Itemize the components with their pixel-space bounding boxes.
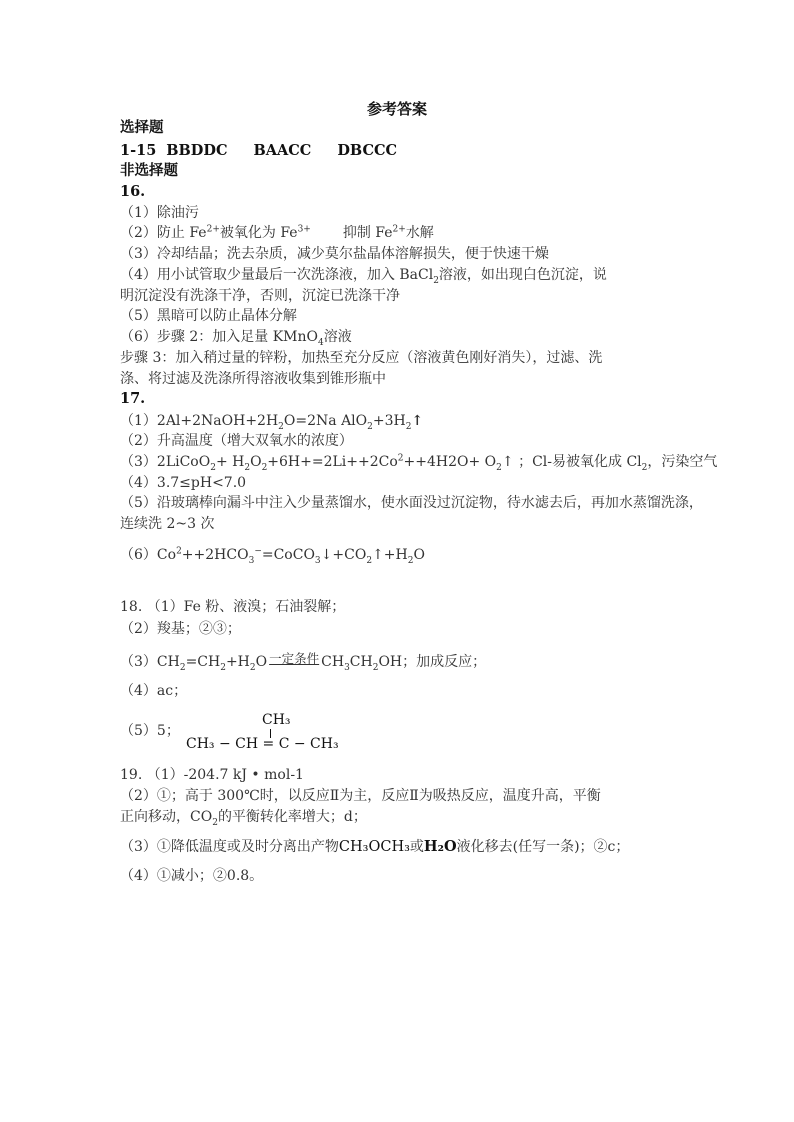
subscript: 2 bbox=[220, 662, 226, 673]
subscript: 2 bbox=[249, 662, 256, 673]
q18-a3-text: =CH bbox=[185, 654, 221, 670]
q17-a1-text: （1）2Al+2NaOH+2H bbox=[120, 413, 279, 429]
q17-a3-text: ，污染空气 bbox=[647, 454, 718, 470]
q17-a3-text: +6H+=2Li++2Co bbox=[267, 454, 398, 470]
q17-answer-2: （2）升高温度（增大双氧水的浓度） bbox=[120, 433, 353, 449]
q17-a3-text: （3）2LiCoO bbox=[120, 454, 211, 470]
q17-a3-text: ↑ ；Cl-易被氧化成 Cl bbox=[501, 454, 642, 470]
subscript: 2 bbox=[261, 462, 268, 473]
q16-answer-6-line2: 步骤 3：加入稍过量的锌粉，加热至充分反应（溶液黄色刚好消失），过滤、洗 bbox=[120, 350, 603, 366]
subscript: 2 bbox=[367, 421, 373, 432]
q17-answer-5-line1: （5）沿玻璃棒向漏斗中注入少量蒸馏水，使水面没过沉淀物，待水滤去后，再加水蒸馏洗涤， bbox=[120, 495, 703, 511]
q17-answer-5-line2: 连续洗 2~3 次 bbox=[120, 516, 215, 532]
q19-answer-4: （4）①减小；②0.8。 bbox=[120, 868, 264, 884]
q17-a6-text: （6）Co bbox=[120, 547, 177, 563]
q17-number: 17. bbox=[120, 390, 146, 407]
choice-group-3: DBCCC bbox=[337, 142, 398, 159]
page-title: 参考答案 bbox=[366, 100, 427, 118]
q18-a3-text: CH bbox=[349, 654, 373, 670]
q18-a3-text: （3）CH bbox=[120, 654, 180, 670]
q17-a1-text: +3H bbox=[372, 413, 406, 429]
q17-a3-text: + H bbox=[215, 454, 245, 470]
q16-a6-text: （6）步骤 2：加入足量 KMnO bbox=[120, 329, 319, 345]
q16-a2-text: 被氧化为 Fe bbox=[219, 225, 298, 241]
q18-answer-5: （5）5； bbox=[120, 723, 180, 739]
q18-a3-text: OH；加成反应； bbox=[378, 654, 487, 670]
q16-a6-text: 溶液 bbox=[323, 329, 352, 345]
charge: 2 bbox=[176, 546, 182, 557]
q18-answer-4: （4）ac； bbox=[120, 683, 188, 699]
reaction-condition: 一定条件 bbox=[269, 651, 320, 666]
q17-answer-1 bbox=[120, 412, 423, 430]
q16-answer-4-line1 bbox=[120, 266, 607, 284]
subscript: 3 bbox=[344, 662, 350, 673]
subscript: 2 bbox=[496, 462, 502, 473]
q18-answer-2: （2）羧基；②③； bbox=[120, 621, 241, 637]
q18-a3-text: +H bbox=[225, 654, 250, 670]
formula-water: H₂O bbox=[423, 838, 457, 855]
charge: 2+ bbox=[206, 224, 220, 235]
q19-a3-text: 或 bbox=[409, 839, 424, 855]
subscript: 2 bbox=[179, 662, 186, 673]
q16-a2-text: 抑制 Fe bbox=[342, 225, 393, 241]
q17-a6-text: ↓+CO bbox=[320, 547, 367, 563]
q17-answer-6 bbox=[120, 546, 425, 564]
section-non-choice-heading: 非选择题 bbox=[120, 162, 178, 179]
q19-a3-text: （3）①降低温度或及时分离出产物 bbox=[120, 839, 339, 855]
q16-a4-text: 溶液，如出现白色沉淀，说 bbox=[438, 267, 607, 283]
subscript: 2 bbox=[407, 555, 414, 566]
q16-answer-6-line3: 涤、将过滤及洗涤所得溶液收集到锥形瓶中 bbox=[120, 371, 386, 387]
main-chain: CH₃ − CH = C − CH₃ bbox=[186, 736, 339, 752]
q17-a1-text: O=2Na AlO bbox=[283, 413, 368, 429]
q17-a3-text: O bbox=[250, 454, 262, 470]
formula-dimethyl-ether: CH₃OCH₃ bbox=[338, 839, 410, 855]
q17-a6-text: ↑+H bbox=[372, 547, 408, 563]
q19-answer-2-line2 bbox=[120, 808, 367, 826]
up-arrow: ↑ bbox=[411, 413, 424, 429]
subscript: 2 bbox=[210, 462, 216, 473]
subscript: 2 bbox=[278, 421, 284, 432]
subscript: 3 bbox=[248, 555, 255, 566]
subscript: 2 bbox=[372, 662, 379, 673]
choice-range: 1-15 bbox=[120, 142, 157, 159]
q16-answer-3: （3）冷却结晶；洗去杂质，减少莫尔盐晶体溶解损失，便于快速干燥 bbox=[120, 246, 549, 262]
subscript: 2 bbox=[212, 817, 218, 828]
q19-a2-text: 正向移动，CO bbox=[120, 809, 213, 825]
charge: 2 bbox=[397, 453, 404, 464]
q16-answer-6-line1 bbox=[120, 328, 352, 346]
q17-answer-4: （4）3.7≤pH<7.0 bbox=[120, 475, 247, 491]
q18-answer-3 bbox=[120, 650, 486, 671]
methyl-branch: CH₃ bbox=[262, 712, 291, 728]
q16-number: 16. bbox=[120, 183, 146, 200]
q19-answer-2-line1: （2）①；高于 300℃时，以反应Ⅱ为主，反应Ⅱ为吸热反应，温度升高，平衡 bbox=[120, 788, 601, 804]
q19-answer-1: 19. （1）-204.7 kJ • mol-1 bbox=[120, 767, 304, 783]
subscript: 2 bbox=[244, 462, 251, 473]
q18-a3-text: O bbox=[255, 654, 268, 670]
subscript: 2 bbox=[405, 421, 412, 432]
q17-answer-3 bbox=[120, 453, 717, 471]
q16-answer-5: （5）黑暗可以防止晶体分解 bbox=[120, 308, 297, 324]
choice-answers bbox=[120, 142, 397, 160]
charge: 3+ bbox=[297, 224, 311, 235]
choice-group-1: BBDDC bbox=[166, 142, 228, 159]
charge: − bbox=[254, 546, 262, 557]
subscript: 4 bbox=[318, 337, 324, 348]
q16-answer-4-line2: 明沉淀没有洗涤干净，否则，沉淀已洗涤干净 bbox=[120, 288, 400, 304]
subscript: 2 bbox=[366, 555, 373, 566]
q16-answer-1: （1）除油污 bbox=[120, 205, 199, 221]
q19-answer-3 bbox=[120, 838, 629, 856]
q19-a3-text: 液化移去(任写一条)；②c； bbox=[456, 839, 630, 855]
q19-a2-text: 的平衡转化率增大；d； bbox=[217, 809, 367, 825]
q17-a3-text: ++4H2O+ O bbox=[403, 454, 497, 470]
charge: 2+ bbox=[392, 224, 406, 235]
q18-answer-1: 18. （1）Fe 粉、液溴；石油裂解； bbox=[120, 599, 346, 615]
q17-a6-text: =CoCO bbox=[261, 547, 315, 563]
choice-group-2: BAACC bbox=[253, 142, 312, 159]
q17-a6-text: ++2HCO bbox=[181, 547, 249, 563]
q16-a4-text: （4）用小试管取少量最后一次洗涤液，加入 BaCl bbox=[120, 267, 434, 283]
subscript: 2 bbox=[641, 462, 648, 473]
q16-a2-text: （2）防止 Fe bbox=[120, 225, 207, 241]
q18-a3-text: CH bbox=[321, 654, 345, 670]
subscript: 3 bbox=[314, 555, 321, 566]
subscript: 2 bbox=[433, 275, 439, 286]
section-choice-heading: 选择题 bbox=[120, 119, 164, 136]
q16-a2-text: 水解 bbox=[405, 225, 434, 241]
q16-answer-2 bbox=[120, 224, 434, 242]
q17-a6-text: O bbox=[413, 547, 425, 563]
